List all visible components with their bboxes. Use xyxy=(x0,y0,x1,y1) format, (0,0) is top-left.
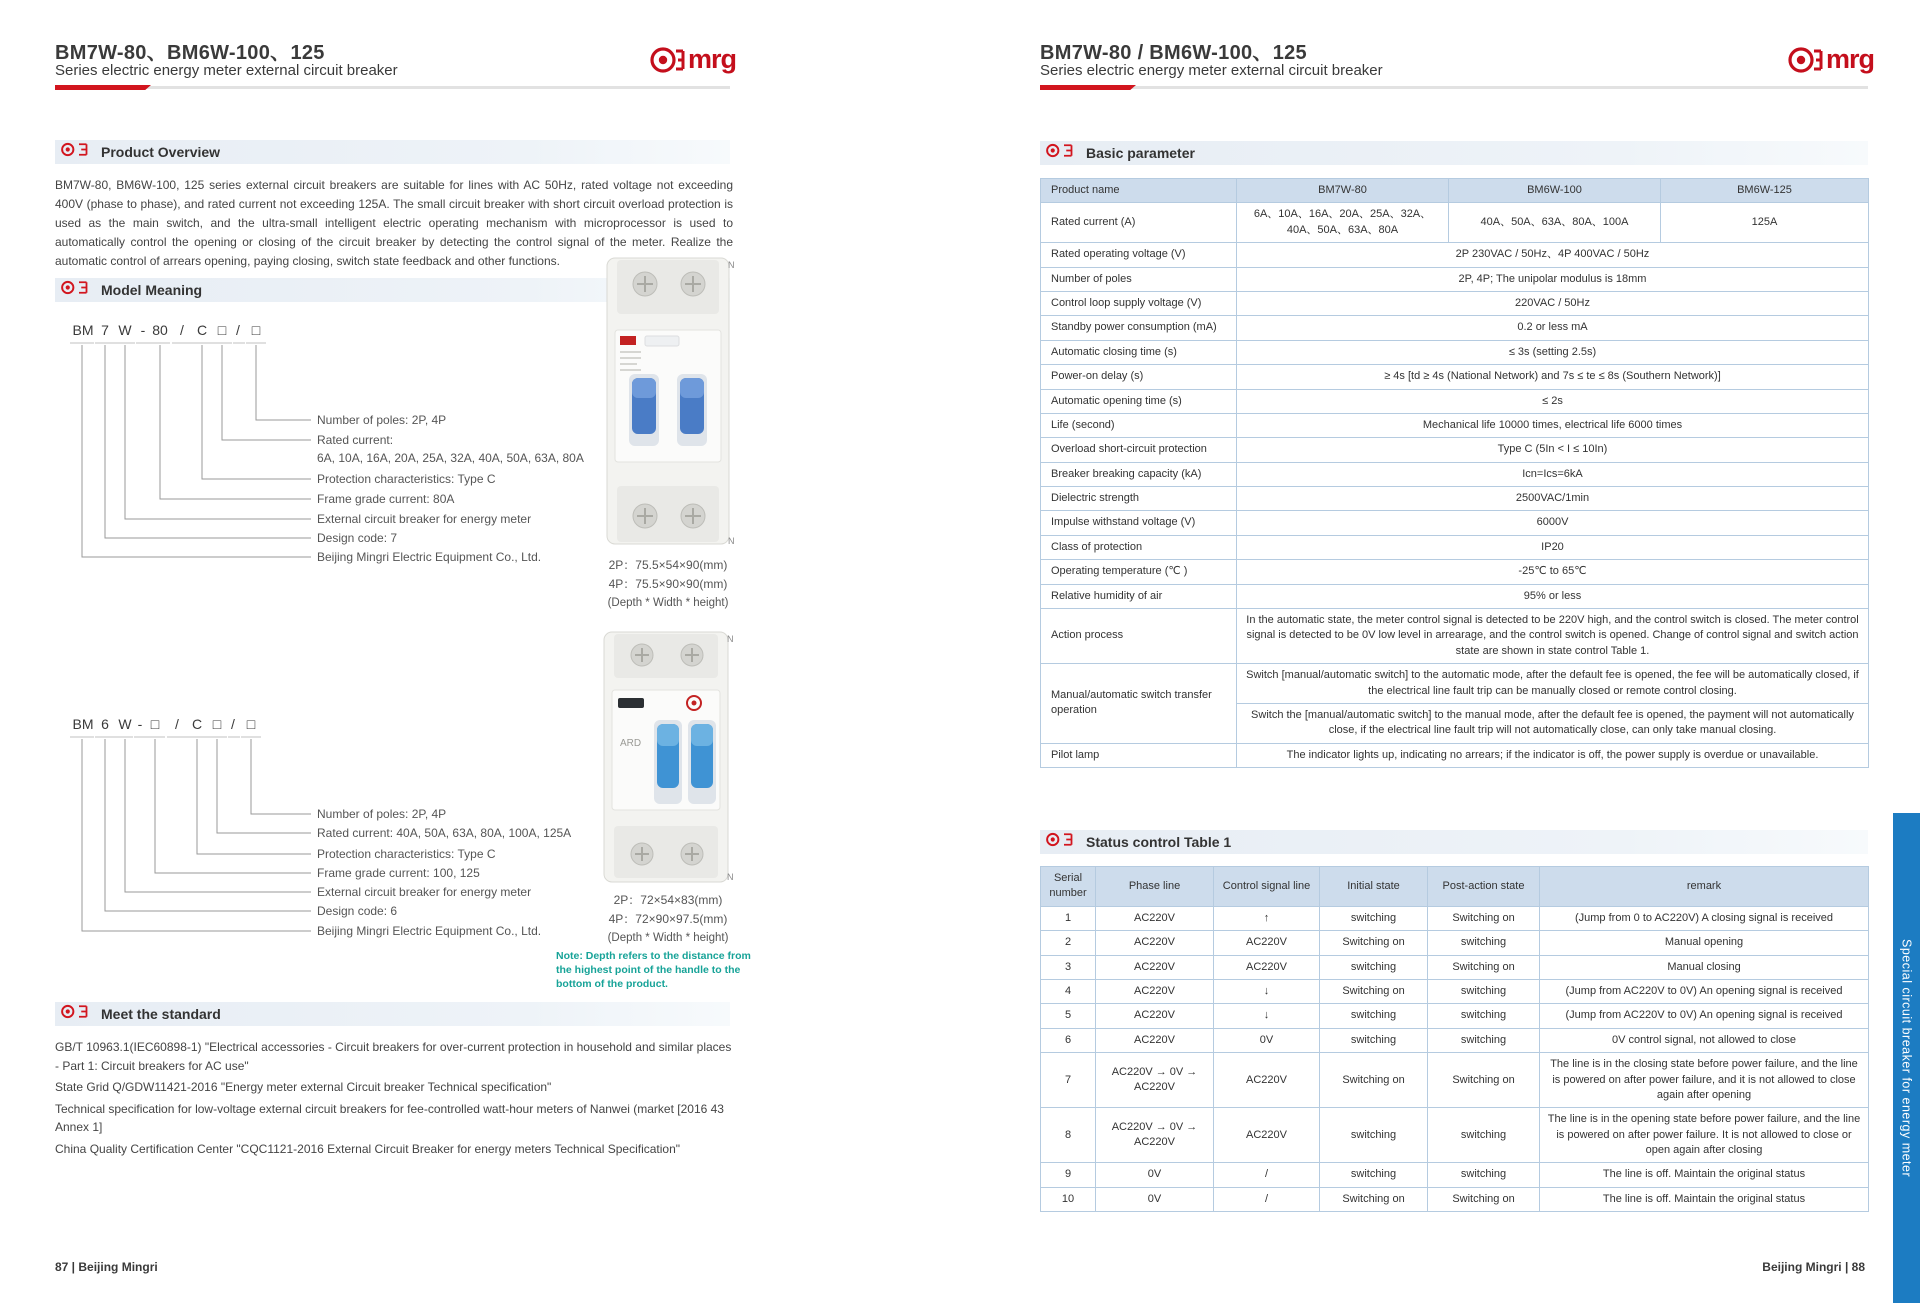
brand-mark-icon xyxy=(1786,42,1824,81)
param-value: 220VAC / 50Hz xyxy=(1237,291,1869,315)
model-code-char: BM xyxy=(72,716,94,732)
cell: AC220V xyxy=(1096,955,1214,979)
dim-legend: (Depth * Width * height) xyxy=(607,932,729,944)
table-row xyxy=(1041,955,1869,979)
param-value: ≥ 4s [td ≥ 4s (National Network) and 7s ≤ te ≤ 8s (Southern Network)] xyxy=(1237,365,1869,389)
table-row xyxy=(1041,1187,1869,1211)
model-code-char: / xyxy=(231,716,235,732)
model-code-char: - xyxy=(140,322,146,338)
param-value: Icn=Ics=6kA xyxy=(1237,462,1869,486)
cell: 4 xyxy=(1041,979,1096,1003)
cell: Switching on xyxy=(1428,906,1540,930)
header-cell: Post-action state xyxy=(1428,867,1540,907)
cell: Switching on xyxy=(1320,1187,1428,1211)
model-code-char: □ xyxy=(212,716,222,732)
standard-item: GB/T 10963.1(IEC60898-1) "Electrical accessories - Circuit breakers for over-current protection in household and similar places - Part 1: Circuit breakers for AC use" xyxy=(55,1040,732,1073)
section-bullet-icon xyxy=(61,280,91,300)
model-label: Frame grade current: 80A xyxy=(317,492,455,506)
model-code-char: / xyxy=(180,322,184,338)
table-row xyxy=(1041,906,1869,930)
cell: AC220V → 0V → AC220V xyxy=(1096,1108,1214,1163)
cell: The line is in the closing state before power failure, and the line is powered on after power failure, and it is not allowed to close again after opening xyxy=(1540,1053,1869,1108)
table-row xyxy=(1041,243,1869,267)
cell: / xyxy=(1214,1163,1320,1187)
model-diagram-bm7w xyxy=(55,322,675,567)
model-code-char: □ xyxy=(251,322,261,338)
cell: Manual closing xyxy=(1540,955,1869,979)
param-value: -25℃ to 65℃ xyxy=(1237,560,1869,584)
page-subtitle-right: Series electric energy meter external circuit breaker xyxy=(1040,62,1383,79)
page-title-right: BM7W-80 / BM6W-100、125 xyxy=(1040,42,1307,64)
cell: 9 xyxy=(1041,1163,1096,1187)
table-row xyxy=(1041,931,1869,955)
brand-logo-text: mrg xyxy=(688,44,737,74)
param-label: Overload short-circuit protection xyxy=(1041,438,1237,462)
param-label: Dielectric strength xyxy=(1041,487,1237,511)
svg-text:N: N xyxy=(728,536,735,546)
cell: 0V xyxy=(1096,1163,1214,1187)
section-bullet-icon xyxy=(61,142,91,162)
model-label: Rated current: 40A, 50A, 63A, 80A, 100A, 125A xyxy=(317,826,572,840)
param-value: 6000V xyxy=(1237,511,1869,535)
section-product-overview xyxy=(55,140,730,164)
cell: AC220V xyxy=(1214,931,1320,955)
model-code-char: C xyxy=(191,716,203,732)
cell: Manual opening xyxy=(1540,931,1869,955)
model-code-char: 80 xyxy=(152,322,168,338)
dim-2p: 2P：75.5×54×90(mm) xyxy=(608,558,728,572)
cell: switching xyxy=(1428,1163,1540,1187)
param-value: 6A、10A、16A、20A、25A、32A、40A、50A、63A、80A xyxy=(1237,203,1449,243)
param-value: 2500VAC/1min xyxy=(1237,487,1869,511)
cell: switching xyxy=(1320,955,1428,979)
cell: AC220V xyxy=(1096,1004,1214,1028)
param-value: 95% or less xyxy=(1237,584,1869,608)
product-photo-bm7w xyxy=(593,252,743,555)
title-rule-left xyxy=(55,86,730,89)
product-photo-bm6w xyxy=(590,628,742,891)
table-row xyxy=(1041,413,1869,437)
param-label: Relative humidity of air xyxy=(1041,584,1237,608)
param-label: Standby power consumption (mA) xyxy=(1041,316,1237,340)
table-row xyxy=(1041,560,1869,584)
cell: (Jump from 0 to AC220V) A closing signal is received xyxy=(1540,906,1869,930)
dim-2p: 2P：72×54×83(mm) xyxy=(613,893,723,907)
cell: The line is off. Maintain the original status xyxy=(1540,1163,1869,1187)
cell: Switching on xyxy=(1428,1187,1540,1211)
model-label: Design code: 7 xyxy=(317,531,398,545)
param-label: Automatic closing time (s) xyxy=(1041,340,1237,364)
model-code-char: 6 xyxy=(101,716,109,732)
header-cell: Serial number xyxy=(1041,867,1096,907)
param-value: Mechanical life 10000 times, electrical life 6000 times xyxy=(1237,413,1869,437)
page-subtitle-left: Series electric energy meter external circuit breaker xyxy=(55,62,398,79)
model-label: Beijing Mingri Electric Equipment Co., Ltd. xyxy=(317,924,542,938)
cell: AC220V xyxy=(1214,1053,1320,1108)
page-number-left: 87 | Beijing Mingri xyxy=(55,1260,158,1274)
cell: switching xyxy=(1428,1004,1540,1028)
param-label: Class of protection xyxy=(1041,535,1237,559)
section-title: Basic parameter xyxy=(1086,145,1195,161)
model-code-char: □ xyxy=(217,322,227,338)
section-bullet-icon xyxy=(1046,143,1076,163)
header-cell: Control signal line xyxy=(1214,867,1320,907)
standard-item: Technical specification for low-voltage external circuit breakers for fee-controlled watt-hour meters of Nanwei (market [2016 43 Annex 1] xyxy=(55,1101,724,1135)
param-label: Power-on delay (s) xyxy=(1041,365,1237,389)
model-label: Rated current: xyxy=(317,433,394,447)
model-code-char: □ xyxy=(246,716,256,732)
cell: switching xyxy=(1428,1108,1540,1163)
cell: switching xyxy=(1320,1108,1428,1163)
dim-4p: 4P：72×90×97.5(mm) xyxy=(608,912,728,926)
section-title: Meet the standard xyxy=(101,1006,221,1022)
header-cell: Product name xyxy=(1041,179,1237,203)
section-bullet-icon xyxy=(1046,832,1076,852)
table-row xyxy=(1041,438,1869,462)
model-label: Protection characteristics: Type C xyxy=(317,472,496,486)
param-value: The indicator lights up, indicating no arrears; if the indicator is off, the power supply is overdue or unavailable. xyxy=(1237,743,1869,767)
param-value: 0.2 or less mA xyxy=(1237,316,1869,340)
depth-note: Note: Depth refers to the distance from the highest point of the handle to the bottom of the product. xyxy=(556,950,751,991)
param-label: Life (second) xyxy=(1041,413,1237,437)
table-header-row xyxy=(1041,179,1869,203)
model-code-char: 7 xyxy=(101,322,109,338)
standard-item: China Quality Certification Center "CQC1121-2016 External Circuit Breaker for energy meters Technical Specification" xyxy=(55,1141,681,1156)
cell: 0V xyxy=(1214,1028,1320,1052)
cell: Switching on xyxy=(1428,1053,1540,1108)
model-code-char: BM xyxy=(72,322,94,338)
standard-item: State Grid Q/GDW11421-2016 "Energy meter external Circuit breaker Technical specification" xyxy=(55,1080,552,1095)
param-value: 2P 230VAC / 50Hz、4P 400VAC / 50Hz xyxy=(1237,243,1869,267)
header-cell: Phase line xyxy=(1096,867,1214,907)
table-row xyxy=(1041,487,1869,511)
header-cell: Initial state xyxy=(1320,867,1428,907)
section-status-control xyxy=(1040,830,1868,854)
cell: AC220V xyxy=(1096,931,1214,955)
param-value: IP20 xyxy=(1237,535,1869,559)
dimensions-bm6w xyxy=(568,891,768,948)
model-code-char: W xyxy=(118,716,132,732)
param-value: Type C (5In < I ≤ 10In) xyxy=(1237,438,1869,462)
table-row xyxy=(1041,1163,1869,1187)
model-code-char: - xyxy=(137,716,143,732)
cell: / xyxy=(1214,1187,1320,1211)
cell: Switching on xyxy=(1320,979,1428,1003)
param-label: Automatic opening time (s) xyxy=(1041,389,1237,413)
table-row xyxy=(1041,1004,1869,1028)
title-rule-right xyxy=(1040,86,1868,89)
model-label: 6A, 10A, 16A, 20A, 25A, 32A, 40A, 50A, 63A, 80A xyxy=(317,451,584,465)
table-header-row xyxy=(1041,867,1869,907)
param-value: Switch [manual/automatic switch] to the automatic mode, after the default fee is opened, the fee will be automatically closed, if the electrical line fault trip can be manually closed or remote control closing. xyxy=(1237,664,1869,704)
section-basic-parameter xyxy=(1040,141,1868,165)
table-row xyxy=(1041,609,1869,664)
cell: ↑ xyxy=(1214,906,1320,930)
table-row xyxy=(1041,462,1869,486)
table-row xyxy=(1041,340,1869,364)
model-label: Frame grade current: 100, 125 xyxy=(317,866,480,880)
header-cell: remark xyxy=(1540,867,1869,907)
cell: AC220V xyxy=(1214,955,1320,979)
table-row xyxy=(1041,743,1869,767)
model-code-char: / xyxy=(236,322,240,338)
model-label: Number of poles: 2P, 4P xyxy=(317,807,447,821)
cell: ↓ xyxy=(1214,1004,1320,1028)
param-label: Manual/automatic switch transfer operation xyxy=(1041,664,1237,744)
param-value: 2P, 4P; The unipolar modulus is 18mm xyxy=(1237,267,1869,291)
section-bullet-icon xyxy=(61,1004,91,1024)
cell: AC220V xyxy=(1096,1028,1214,1052)
table-row xyxy=(1041,584,1869,608)
header-cell: BM7W-80 xyxy=(1237,179,1449,203)
cell: AC220V xyxy=(1096,979,1214,1003)
cell: 2 xyxy=(1041,931,1096,955)
param-label: Impulse withstand voltage (V) xyxy=(1041,511,1237,535)
table-row xyxy=(1041,365,1869,389)
cell: 0V xyxy=(1096,1187,1214,1211)
cell: Switching on xyxy=(1320,931,1428,955)
param-value: 40A、50A、63A、80A、100A xyxy=(1449,203,1661,243)
model-label: External circuit breaker for energy meter xyxy=(317,512,532,526)
table-row xyxy=(1041,535,1869,559)
svg-text:N: N xyxy=(728,260,735,270)
param-value: ≤ 2s xyxy=(1237,389,1869,413)
cell: switching xyxy=(1428,931,1540,955)
table-row xyxy=(1041,1028,1869,1052)
cell: (Jump from AC220V to 0V) An opening signal is received xyxy=(1540,1004,1869,1028)
cell: switching xyxy=(1428,979,1540,1003)
cell: Switching on xyxy=(1320,1053,1428,1108)
cell: The line is off. Maintain the original status xyxy=(1540,1187,1869,1211)
param-label: Operating temperature (℃ ) xyxy=(1041,560,1237,584)
param-label: Rated current (A) xyxy=(1041,203,1237,243)
model-code-char: C xyxy=(196,322,208,338)
cell: switching xyxy=(1320,1004,1428,1028)
svg-text:N: N xyxy=(727,872,734,882)
dimensions-bm7w xyxy=(568,556,768,613)
svg-text:ARD: ARD xyxy=(620,738,642,749)
cell: switching xyxy=(1320,1163,1428,1187)
cell: (Jump from AC220V to 0V) An opening signal is received xyxy=(1540,979,1869,1003)
model-code-char: / xyxy=(175,716,179,732)
cell: Switching on xyxy=(1428,955,1540,979)
cell: AC220V xyxy=(1214,1108,1320,1163)
param-label: Number of poles xyxy=(1041,267,1237,291)
cell: 5 xyxy=(1041,1004,1096,1028)
status-control-table xyxy=(1040,866,1869,1212)
overview-paragraph: BM7W-80, BM6W-100, 125 series external circuit breakers are suitable for lines with AC 50Hz, rated voltage not exceeding 400V (phase to phase), and rated current not exceeding 125A. The small circuit breaker with short circuit overload protection is used as the main switch, and the ultra-small intelligent electric operating mechanism with microprocessor is used to automatically control the opening or closing of the circuit breaker by detecting the control signal of the meter. Realize the automatic control of arrears opening, paying closing, switch state feedback and other functions. xyxy=(55,178,733,268)
cell: 10 xyxy=(1041,1187,1096,1211)
param-value: 125A xyxy=(1661,203,1869,243)
brand-mark-icon xyxy=(648,42,686,81)
cell: 6 xyxy=(1041,1028,1096,1052)
model-label: Beijing Mingri Electric Equipment Co., Ltd. xyxy=(317,550,542,564)
cell: 7 xyxy=(1041,1053,1096,1108)
param-label: Breaker breaking capacity (kA) xyxy=(1041,462,1237,486)
cell: 1 xyxy=(1041,906,1096,930)
standards-list xyxy=(55,1038,733,1162)
cell: ↓ xyxy=(1214,979,1320,1003)
cell: 8 xyxy=(1041,1108,1096,1163)
cell: switching xyxy=(1320,906,1428,930)
page-title-left: BM7W-80、BM6W-100、125 xyxy=(55,42,325,64)
table-row xyxy=(1041,267,1869,291)
cell: AC220V → 0V → AC220V xyxy=(1096,1053,1214,1108)
table-row xyxy=(1041,979,1869,1003)
model-label: Protection characteristics: Type C xyxy=(317,847,496,861)
page-number-right: Beijing Mingri | 88 xyxy=(1762,1260,1865,1274)
section-title: Status control Table 1 xyxy=(1086,834,1232,850)
cell: AC220V xyxy=(1096,906,1214,930)
section-title: Model Meaning xyxy=(101,282,203,298)
param-value: ≤ 3s (setting 2.5s) xyxy=(1237,340,1869,364)
table-row xyxy=(1041,664,1869,704)
model-code-char: W xyxy=(118,322,132,338)
model-label: External circuit breaker for energy meter xyxy=(317,885,532,899)
dim-4p: 4P：75.5×90×90(mm) xyxy=(608,577,728,591)
param-label: Pilot lamp xyxy=(1041,743,1237,767)
param-label: Action process xyxy=(1041,609,1237,664)
header-cell: BM6W-100 xyxy=(1449,179,1661,203)
param-value: In the automatic state, the meter control signal is detected to be 220V high, and the control switch is closed. The meter control signal is detected to be 0V low level in arrearage, and the control switch is opened. Change of control signal and switch action state are shown in state control Table 1. xyxy=(1237,609,1869,664)
cell: switching xyxy=(1428,1028,1540,1052)
section-meet-standard xyxy=(55,1002,730,1026)
table-row xyxy=(1041,1108,1869,1163)
brand-logo xyxy=(648,42,736,81)
dim-legend: (Depth * Width * height) xyxy=(607,597,729,609)
brand-logo-text: mrg xyxy=(1826,44,1875,74)
cell: 3 xyxy=(1041,955,1096,979)
model-label: Design code: 6 xyxy=(317,904,398,918)
svg-text:N: N xyxy=(727,634,734,644)
table-row xyxy=(1041,511,1869,535)
header-cell: BM6W-125 xyxy=(1661,179,1869,203)
cell: switching xyxy=(1320,1028,1428,1052)
brand-logo xyxy=(1786,42,1874,81)
cell: 0V control signal, not allowed to close xyxy=(1540,1028,1869,1052)
model-label: Number of poles: 2P, 4P xyxy=(317,413,447,427)
model-code-char: □ xyxy=(150,716,160,732)
table-row xyxy=(1041,389,1869,413)
table-row xyxy=(1041,1053,1869,1108)
param-label: Rated operating voltage (V) xyxy=(1041,243,1237,267)
cell: The line is in the opening state before power failure, and the line is powered on after power failure. It is not allowed to close or open again after closing xyxy=(1540,1108,1869,1163)
table-row xyxy=(1041,291,1869,315)
basic-parameter-table xyxy=(1040,178,1869,768)
edge-tab-category: Special circuit breaker for energy meter xyxy=(1893,813,1920,1303)
section-title: Product Overview xyxy=(101,144,221,160)
param-label: Control loop supply voltage (V) xyxy=(1041,291,1237,315)
table-row xyxy=(1041,316,1869,340)
param-value: Switch the [manual/automatic switch] to the manual mode, after the default fee is opened, the payment will not automatically close, if the electrical line fault trip will not automatically close, can only take manual closing. xyxy=(1237,703,1869,743)
table-row xyxy=(1041,203,1869,243)
